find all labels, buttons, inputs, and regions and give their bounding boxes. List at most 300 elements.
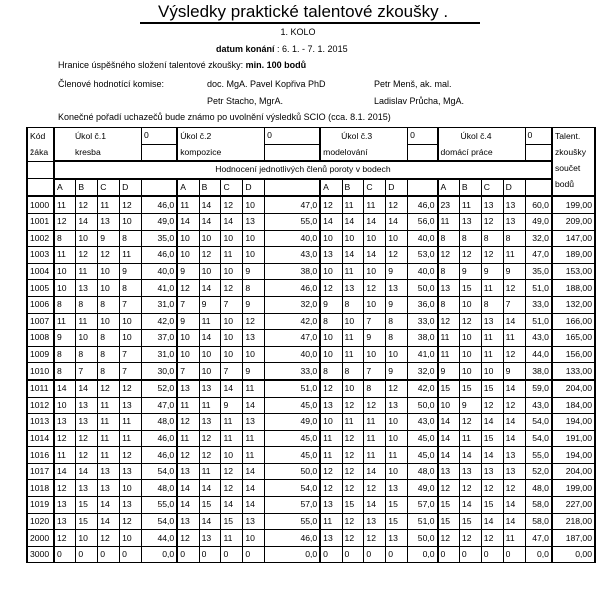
jury-score: 12 (76, 430, 98, 447)
jury-score: 8 (386, 313, 408, 330)
jury-score: 15 (481, 430, 503, 447)
jury-score: 14 (199, 480, 221, 497)
jury-score: 13 (481, 463, 503, 480)
table-row (27, 363, 595, 380)
jury-score: 12 (199, 247, 221, 264)
jury-score: 10 (120, 330, 142, 347)
jury-score: 0 (364, 546, 386, 563)
task-sum: 50,0 (408, 397, 438, 414)
jury-score: 11 (342, 196, 364, 213)
jury-score: 10 (320, 346, 342, 363)
jury-letter-header: A (320, 179, 342, 197)
task-sum: 59,0 (525, 380, 552, 397)
total-points: 188,00 (552, 280, 595, 297)
jury-score: 14 (76, 213, 98, 230)
jury-score: 10 (320, 414, 342, 431)
task-sum: 52,0 (525, 463, 552, 480)
task-sum: 45,0 (265, 447, 321, 464)
student-code: 1020 (27, 513, 54, 530)
task-sum: 33,0 (525, 296, 552, 313)
task-sum: 41,0 (408, 346, 438, 363)
task-sum: 46,0 (141, 447, 177, 464)
jury-score: 12 (221, 196, 243, 213)
jury-score: 13 (481, 196, 503, 213)
jury-score: 14 (364, 247, 386, 264)
jury-score: 12 (459, 414, 481, 431)
jury-score: 14 (438, 430, 460, 447)
jury-score: 10 (177, 247, 199, 264)
task-sum: 55,0 (265, 213, 321, 230)
jury-score: 14 (342, 213, 364, 230)
jury-score: 12 (342, 480, 364, 497)
jury-score: 8 (243, 280, 265, 297)
task-sum: 55,0 (265, 513, 321, 530)
jury-score: 11 (438, 330, 460, 347)
task-sum: 40,0 (408, 263, 438, 280)
task-sum: 48,0 (525, 480, 552, 497)
jury-score: 12 (120, 196, 142, 213)
jury-score: 12 (221, 280, 243, 297)
task-4-zero-blank (525, 144, 552, 161)
jury-letter-header: D (503, 179, 525, 197)
jury-score: 14 (503, 430, 525, 447)
committee-member: Petr Menš, ak. mal. (374, 79, 452, 89)
jury-score: 8 (98, 346, 120, 363)
jury-score: 13 (459, 213, 481, 230)
task-sum: 43,0 (408, 414, 438, 431)
jury-score: 8 (481, 230, 503, 247)
task-sum: 57,0 (408, 497, 438, 514)
table-row (27, 213, 595, 230)
task-sum: 43,0 (265, 247, 321, 264)
jury-score: 10 (221, 330, 243, 347)
jury-score: 12 (342, 430, 364, 447)
jury-score: 12 (243, 313, 265, 330)
task-sum: 44,0 (141, 530, 177, 547)
jury-score: 13 (199, 380, 221, 397)
task-sum: 43,0 (525, 397, 552, 414)
jury-score: 11 (120, 247, 142, 264)
jury-score: 10 (459, 296, 481, 313)
jury-score: 12 (459, 313, 481, 330)
total-points: 227,00 (552, 497, 595, 514)
jury-score: 12 (54, 480, 76, 497)
task-sum: 45,0 (408, 447, 438, 464)
jury-score: 14 (199, 196, 221, 213)
jury-score: 0 (177, 546, 199, 563)
jury-score: 13 (76, 397, 98, 414)
task-sum: 32,0 (525, 230, 552, 247)
task-sum: 43,0 (525, 330, 552, 347)
jury-score: 12 (177, 414, 199, 431)
jury-score: 8 (98, 330, 120, 347)
jury-score: 13 (199, 414, 221, 431)
jury-score: 12 (320, 196, 342, 213)
jury-score: 12 (221, 463, 243, 480)
jury-score: 13 (98, 480, 120, 497)
jury-score: 8 (98, 296, 120, 313)
jury-score: 11 (221, 430, 243, 447)
jury-score: 9 (177, 313, 199, 330)
jury-score: 10 (438, 397, 460, 414)
jury-score: 11 (459, 196, 481, 213)
task-3-zero: 0 (408, 128, 438, 145)
jury-score: 13 (243, 213, 265, 230)
jury-score: 14 (177, 497, 199, 514)
jury-score: 11 (177, 196, 199, 213)
jury-score: 8 (438, 263, 460, 280)
jury-score: 13 (386, 397, 408, 414)
jury-score: 11 (199, 313, 221, 330)
table-row (27, 196, 595, 213)
jury-score: 12 (386, 196, 408, 213)
jury-score: 13 (364, 513, 386, 530)
jury-score: 0 (199, 546, 221, 563)
jury-score: 8 (364, 380, 386, 397)
jury-score: 10 (342, 230, 364, 247)
jury-score: 12 (342, 447, 364, 464)
total-points: 194,00 (552, 414, 595, 431)
jury-score: 14 (320, 213, 342, 230)
jury-score: 10 (221, 447, 243, 464)
jury-score: 0 (243, 546, 265, 563)
task-sum: 49,0 (408, 480, 438, 497)
jury-score: 11 (364, 447, 386, 464)
jury-score: 11 (221, 414, 243, 431)
task-sum: 51,0 (525, 313, 552, 330)
jury-score: 10 (243, 196, 265, 213)
jury-score: 10 (76, 230, 98, 247)
threshold-label: Hranice úspěšného složení talentové zkoušky: (58, 60, 244, 70)
committee-member: doc. MgA. Pavel Kopřiva PhD (207, 79, 326, 89)
jury-score: 13 (199, 530, 221, 547)
jury-score: 10 (54, 280, 76, 297)
task-sum: 46,0 (408, 196, 438, 213)
total-points: 166,00 (552, 313, 595, 330)
jury-score: 11 (342, 414, 364, 431)
jury-score: 13 (54, 513, 76, 530)
jury-score: 15 (221, 513, 243, 530)
jury-score: 7 (76, 363, 98, 380)
jury-score: 14 (503, 497, 525, 514)
jury-letter-header: C (481, 179, 503, 197)
task-sum: 52,0 (141, 380, 177, 397)
jury-score: 15 (386, 513, 408, 530)
jury-score: 8 (120, 230, 142, 247)
jury-score: 12 (120, 447, 142, 464)
jury-letter-header: A (54, 179, 76, 197)
jury-score: 9 (199, 296, 221, 313)
student-code: 1002 (27, 230, 54, 247)
jury-score: 12 (320, 480, 342, 497)
total-points: 199,00 (552, 196, 595, 213)
jury-score: 12 (199, 447, 221, 464)
jury-score: 9 (386, 363, 408, 380)
task-1-header (54, 128, 142, 162)
results-table (26, 127, 596, 563)
task-sum: 48,0 (408, 463, 438, 480)
jury-score: 14 (459, 447, 481, 464)
table-row (27, 263, 595, 280)
jury-score: 7 (177, 363, 199, 380)
jury-score: 8 (459, 230, 481, 247)
jury-score: 8 (54, 296, 76, 313)
task-2-zero-blank (265, 144, 321, 161)
jury-score: 13 (54, 414, 76, 431)
table-row (27, 414, 595, 431)
jury-score: 8 (320, 313, 342, 330)
table-row (27, 530, 595, 547)
jury-subheader: Hodnocení jednotlivých členů poroty v bodech (54, 161, 552, 179)
jury-score: 11 (76, 313, 98, 330)
jury-score: 8 (342, 296, 364, 313)
jury-score: 14 (364, 213, 386, 230)
jury-score: 10 (177, 330, 199, 347)
jury-score: 14 (221, 497, 243, 514)
jury-score: 10 (221, 313, 243, 330)
jury-score: 9 (386, 263, 408, 280)
jury-score: 10 (177, 346, 199, 363)
jury-letter-header: B (199, 179, 221, 197)
jury-score: 13 (320, 397, 342, 414)
task-sum: 55,0 (525, 447, 552, 464)
student-code: 1014 (27, 430, 54, 447)
jury-score: 13 (386, 530, 408, 547)
jury-score: 14 (199, 213, 221, 230)
jury-score: 11 (76, 263, 98, 280)
table-row (27, 346, 595, 363)
task-sum: 50,0 (265, 463, 321, 480)
jury-score: 12 (342, 463, 364, 480)
task-1-zero-blank (141, 144, 177, 161)
jury-score: 10 (98, 280, 120, 297)
jury-score: 14 (503, 513, 525, 530)
jury-score: 10 (320, 330, 342, 347)
task-sum: 38,0 (265, 263, 321, 280)
letters-blank (27, 179, 54, 197)
jury-score: 9 (364, 330, 386, 347)
jury-score: 10 (76, 530, 98, 547)
table-row (27, 513, 595, 530)
jury-score: 14 (386, 213, 408, 230)
jury-score: 14 (199, 330, 221, 347)
jury-score: 8 (438, 230, 460, 247)
jury-score: 12 (503, 397, 525, 414)
task-sum: 40,0 (265, 346, 321, 363)
task-sum: 46,0 (265, 530, 321, 547)
jury-score: 15 (459, 280, 481, 297)
student-code: 1003 (27, 247, 54, 264)
task-2-zero: 0 (265, 128, 321, 145)
task-3-subtitle: modelování (323, 147, 368, 157)
task-sum: 40,0 (141, 263, 177, 280)
jury-score: 13 (438, 463, 460, 480)
jury-score: 13 (320, 497, 342, 514)
total-header (552, 128, 595, 197)
jury-score: 12 (342, 513, 364, 530)
task-sum: 32,0 (408, 363, 438, 380)
jury-score: 0 (438, 546, 460, 563)
jury-score: 10 (221, 346, 243, 363)
jury-score: 10 (199, 230, 221, 247)
exam-dates (216, 44, 348, 55)
jury-letter-header: C (98, 179, 120, 197)
jury-score: 7 (177, 296, 199, 313)
task-sum: 33,0 (265, 363, 321, 380)
total-points: 153,00 (552, 263, 595, 280)
task-sum: 48,0 (141, 480, 177, 497)
task-sum-header (525, 179, 552, 197)
jury-score: 10 (243, 247, 265, 264)
code-header (27, 128, 54, 162)
task-sum: 41,0 (141, 280, 177, 297)
student-code: 1006 (27, 296, 54, 313)
jury-score: 12 (459, 247, 481, 264)
jury-score: 12 (386, 380, 408, 397)
total-points: 199,00 (552, 480, 595, 497)
jury-score: 14 (98, 513, 120, 530)
table-row (27, 463, 595, 480)
total-points: 191,00 (552, 430, 595, 447)
total-header-line: bodů (554, 179, 575, 189)
jury-score: 0 (221, 546, 243, 563)
jury-score: 14 (459, 497, 481, 514)
jury-letter-header: C (364, 179, 386, 197)
total-header-line: Talent. (554, 131, 581, 141)
task-sum: 45,0 (265, 397, 321, 414)
code-header-line: žáka (30, 147, 49, 157)
jury-score: 13 (98, 213, 120, 230)
jury-score: 9 (221, 397, 243, 414)
jury-score: 12 (76, 447, 98, 464)
jury-score: 14 (98, 497, 120, 514)
total-points: 189,00 (552, 247, 595, 264)
task-sum: 46,0 (265, 280, 321, 297)
total-points: 0,00 (552, 546, 595, 563)
task-3-title: Úkol č.3 (341, 131, 373, 141)
committee-label: Členové hodnotící komise: (58, 79, 165, 89)
total-points: 194,00 (552, 447, 595, 464)
jury-score: 8 (320, 363, 342, 380)
jury-score: 13 (98, 463, 120, 480)
jury-score: 0 (76, 546, 98, 563)
jury-score: 14 (221, 213, 243, 230)
task-sum-header (265, 179, 321, 197)
jury-score: 12 (364, 480, 386, 497)
jury-score: 10 (98, 313, 120, 330)
jury-score: 11 (221, 530, 243, 547)
jury-score: 12 (120, 380, 142, 397)
task-2-title: Úkol č.2 (180, 131, 212, 141)
jury-score: 14 (438, 414, 460, 431)
jury-score: 15 (459, 513, 481, 530)
code-header-line: Kód (30, 131, 46, 141)
threshold-value: min. 100 bodů (245, 60, 307, 70)
jury-score: 9 (503, 363, 525, 380)
jury-score: 0 (54, 546, 76, 563)
jury-score: 11 (98, 196, 120, 213)
jury-score: 10 (243, 530, 265, 547)
jury-score: 12 (54, 430, 76, 447)
jury-score: 11 (54, 313, 76, 330)
jury-score: 10 (481, 363, 503, 380)
jury-score: 8 (76, 346, 98, 363)
task-sum: 49,0 (141, 213, 177, 230)
jury-score: 14 (54, 463, 76, 480)
task-sum: 54,0 (525, 430, 552, 447)
jury-score: 11 (481, 280, 503, 297)
jury-score: 13 (177, 380, 199, 397)
task-sum: 54,0 (265, 480, 321, 497)
jury-score: 13 (243, 513, 265, 530)
jury-score: 12 (199, 430, 221, 447)
total-points: 132,00 (552, 296, 595, 313)
jury-score: 23 (438, 196, 460, 213)
jury-score: 15 (481, 380, 503, 397)
jury-score: 8 (481, 296, 503, 313)
jury-score: 11 (221, 247, 243, 264)
jury-score: 11 (481, 346, 503, 363)
jury-score: 14 (503, 414, 525, 431)
jury-score: 13 (76, 480, 98, 497)
jury-score: 14 (481, 447, 503, 464)
jury-score: 10 (320, 263, 342, 280)
jury-score: 12 (98, 530, 120, 547)
jury-score: 8 (342, 363, 364, 380)
total-points: 165,00 (552, 330, 595, 347)
jury-score: 14 (76, 380, 98, 397)
task-sum: 31,0 (141, 346, 177, 363)
jury-letter-header: A (438, 179, 460, 197)
jury-score: 0 (320, 546, 342, 563)
jury-score: 10 (120, 480, 142, 497)
task-2-subtitle: kompozice (180, 147, 222, 157)
table-row (27, 380, 595, 397)
jury-letter-header: A (177, 179, 199, 197)
jury-score: 12 (320, 280, 342, 297)
total-points: 204,00 (552, 463, 595, 480)
jury-score: 10 (459, 346, 481, 363)
jury-score: 12 (98, 247, 120, 264)
task-sum: 53,0 (408, 247, 438, 264)
total-points: 218,00 (552, 513, 595, 530)
task-4-title: Úkol č.4 (460, 131, 492, 141)
student-code: 1010 (27, 363, 54, 380)
jury-score: 11 (120, 414, 142, 431)
student-code: 1004 (27, 263, 54, 280)
jury-score: 10 (459, 330, 481, 347)
jury-score: 15 (438, 380, 460, 397)
table-row (27, 497, 595, 514)
jury-score: 12 (503, 280, 525, 297)
jury-score: 11 (54, 447, 76, 464)
jury-score: 8 (120, 280, 142, 297)
jury-letter-header: B (76, 179, 98, 197)
student-code: 1007 (27, 313, 54, 330)
jury-letter-header: D (386, 179, 408, 197)
jury-score: 0 (459, 546, 481, 563)
task-sum: 58,0 (525, 497, 552, 514)
jury-score: 15 (199, 497, 221, 514)
task-sum: 51,0 (525, 280, 552, 297)
jury-score: 10 (386, 230, 408, 247)
task-sum: 47,0 (525, 247, 552, 264)
task-2-header (177, 128, 264, 162)
task-sum: 42,0 (408, 380, 438, 397)
task-sum: 46,0 (141, 247, 177, 264)
jury-score: 9 (481, 263, 503, 280)
jury-score: 12 (481, 530, 503, 547)
